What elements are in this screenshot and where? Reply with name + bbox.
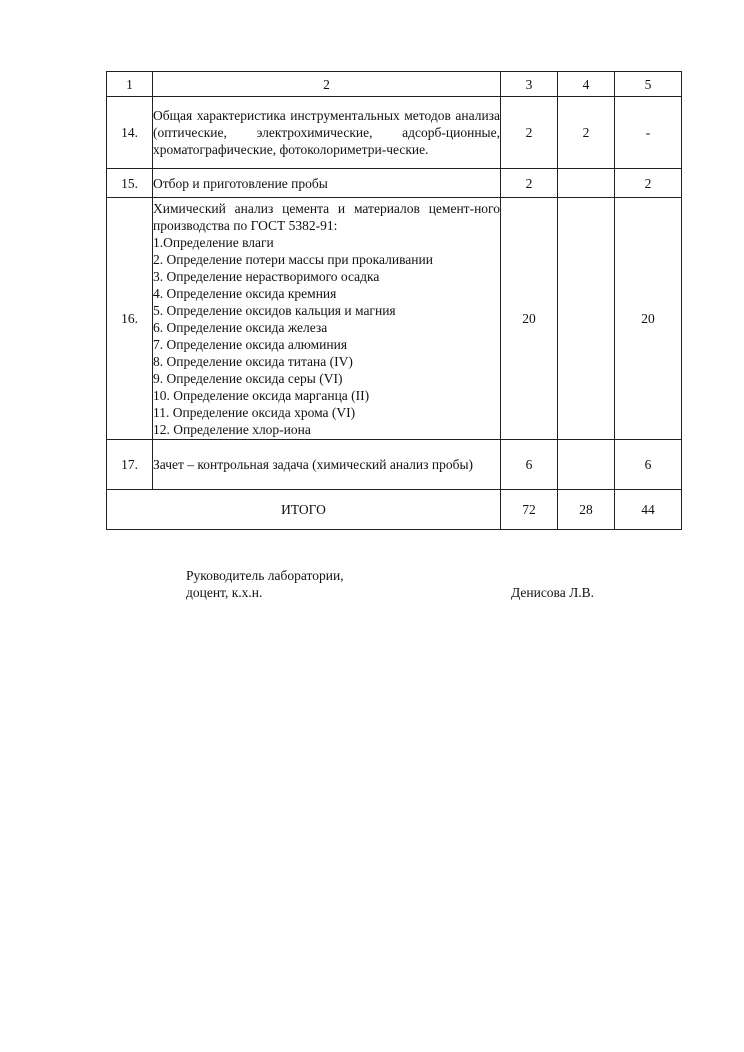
signature-position-line2: доцент, к.х.н.: [186, 585, 263, 600]
row-topic: Отбор и приготовление пробы: [153, 169, 501, 198]
row-hours-lectures: [558, 440, 615, 490]
row-number: 16.: [107, 198, 153, 440]
list-item: 1.Определение влаги: [153, 234, 274, 250]
list-item: 5. Определение оксидов кальция и магния: [153, 302, 396, 318]
total-hours-practice: 44: [615, 490, 682, 530]
header-col-4: 4: [558, 72, 615, 97]
table-row: [107, 440, 682, 490]
list-item: 12. Определение хлор-иона: [153, 421, 311, 437]
list-item: 11. Определение оксида хрома (VI): [153, 404, 356, 420]
list-item: 7. Определение оксида алюминия: [153, 336, 348, 352]
row-hours-total: 6: [501, 440, 558, 490]
total-hours-lectures: 28: [558, 490, 615, 530]
total-hours-total: 72: [501, 490, 558, 530]
list-item: 4. Определение оксида кремния: [153, 285, 337, 301]
row-hours-lectures: [558, 198, 615, 440]
table-row: [107, 198, 682, 440]
table-row: [107, 169, 682, 198]
header-col-3: 3: [501, 72, 558, 97]
row-hours-practice: 2: [615, 169, 682, 198]
row-topic: [153, 198, 501, 440]
list-item: 6. Определение оксида железа: [153, 319, 328, 335]
row-number: 15.: [107, 169, 153, 198]
signature-position-line1: Руководитель лаборатории,: [186, 568, 344, 583]
list-item: 10. Определение оксида марганца (II): [153, 387, 370, 403]
list-item: 8. Определение оксида титана (IV): [153, 353, 353, 369]
row-topic-intro: Химический анализ цемента и материалов цемент-ного производства по ГОСТ 5382-91:: [153, 200, 500, 233]
row-hours-total: 2: [501, 169, 558, 198]
row-topic: Зачет – контрольная задача (химический анализ пробы): [153, 440, 501, 490]
table-row: [107, 97, 682, 169]
total-label: ИТОГО: [107, 490, 501, 530]
row-hours-practice: 20: [615, 198, 682, 440]
header-col-5: 5: [615, 72, 682, 97]
header-col-1: 1: [107, 72, 153, 97]
row-hours-practice: -: [615, 97, 682, 169]
curriculum-table: [106, 71, 682, 530]
list-item: 3. Определение нерастворимого осадка: [153, 268, 380, 284]
row-hours-lectures: [558, 169, 615, 198]
row-topic: Общая характеристика инструментальных методов анализа (оптические, электрохимические, адсорб-ционные, хроматографические, фотоколориметри-ческие.: [153, 97, 501, 169]
row-hours-total: 20: [501, 198, 558, 440]
row-number: 17.: [107, 440, 153, 490]
row-hours-total: 2: [501, 97, 558, 169]
row-hours-lectures: 2: [558, 97, 615, 169]
list-item: 9. Определение оксида серы (VI): [153, 370, 343, 386]
total-row: [107, 490, 682, 530]
row-hours-practice: 6: [615, 440, 682, 490]
row-number: 14.: [107, 97, 153, 169]
header-row: [107, 72, 682, 97]
signature-name: Денисова Л.В.: [511, 585, 595, 600]
header-col-2: 2: [153, 72, 501, 97]
list-item: 2. Определение потери массы при прокаливании: [153, 251, 433, 267]
